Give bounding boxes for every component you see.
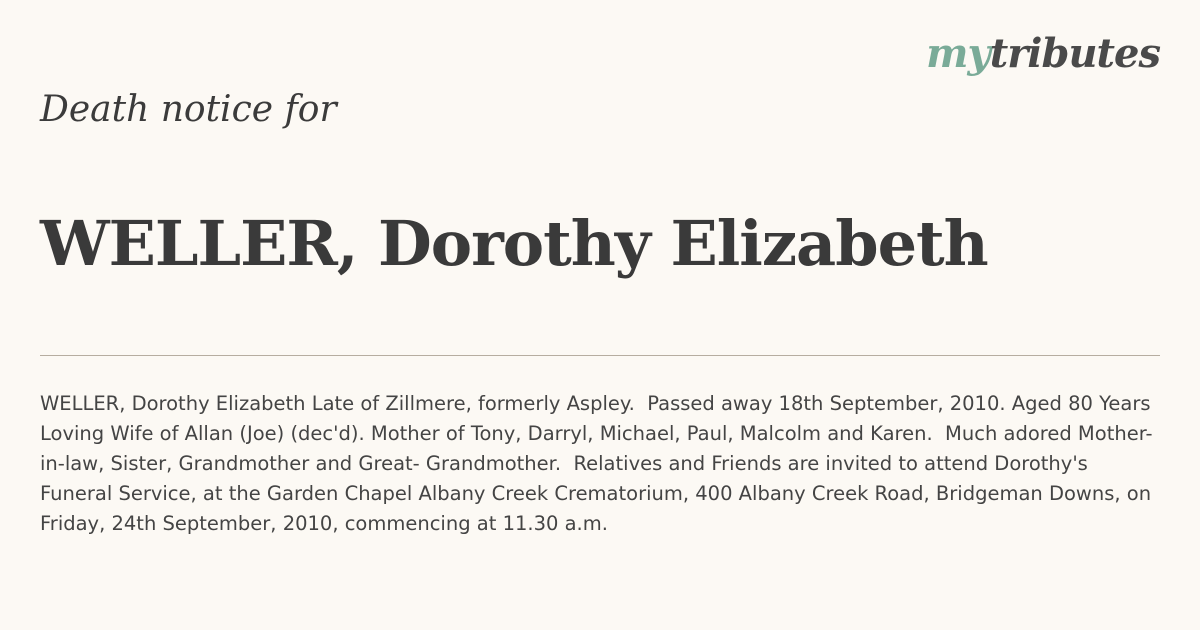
logo-my-text: my	[926, 30, 990, 77]
mytributes-logo[interactable]	[926, 30, 1160, 77]
deceased-name-title: WELLER, Dorothy Elizabeth	[40, 207, 988, 280]
death-notice-kicker: Death notice for	[40, 89, 337, 130]
section-divider	[40, 355, 1160, 356]
logo-tributes-text: tributes	[989, 30, 1160, 77]
notice-body-text: WELLER, Dorothy Elizabeth Late of Zillmere, formerly Aspley. Passed away 18th September, 2010. Aged 80 Years Loving Wife of Allan (Joe) (dec'd). Mother of Tony, Darryl, Michael, Paul, Malcolm and Karen. Much adored Mother-in-law, Sister, Grandmother and Great- Grandmother. Relatives and Friends are invited to attend Dorothy's Funeral Service, at the Garden Chapel Albany Creek Crematorium, 400 Albany Creek Road, Bridgeman Downs, on Friday, 24th September, 2010, commencing at 11.30 a.m.	[40, 392, 1158, 535]
